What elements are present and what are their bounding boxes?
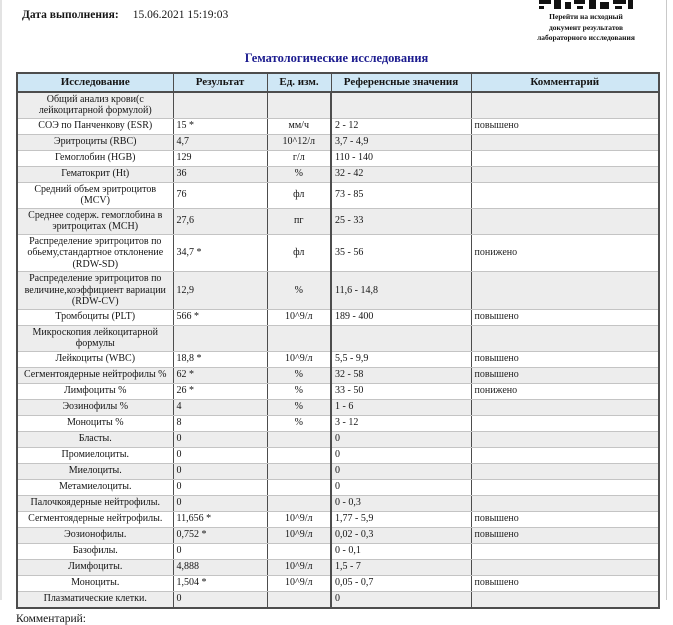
cell-result: 0,752 * (173, 527, 267, 543)
cell-unit: 10^9/л (267, 309, 331, 325)
results-table (16, 72, 660, 609)
cell-ref: 35 - 56 (331, 234, 471, 272)
cell-unit: фл (267, 234, 331, 272)
cell-comment (471, 463, 659, 479)
cell-ref: 189 - 400 (331, 309, 471, 325)
cell-unit (267, 463, 331, 479)
cell-unit (267, 591, 331, 608)
cell-name: Метамиелоциты. (17, 479, 173, 495)
cell-unit (267, 447, 331, 463)
table-row (17, 367, 659, 383)
cell-name: СОЭ по Панченкову (ESR) (17, 118, 173, 134)
cell-name: Эозионофилы. (17, 527, 173, 543)
cell-comment (471, 182, 659, 208)
cell-name: Лимфоциты % (17, 383, 173, 399)
cell-result: 18,8 * (173, 351, 267, 367)
cell-comment (471, 559, 659, 575)
cell-result: 4 (173, 399, 267, 415)
cell-ref: 0 (331, 479, 471, 495)
cell-unit: 10^9/л (267, 511, 331, 527)
cell-unit: 10^9/л (267, 575, 331, 591)
cell-comment (471, 543, 659, 559)
qr-caption-line1: Перейти на исходный (549, 12, 623, 21)
cell-comment (471, 208, 659, 234)
table-row (17, 325, 659, 351)
cell-comment: повышено (471, 527, 659, 543)
page-title: Гематологические исследования (244, 51, 429, 65)
cell-unit: % (267, 399, 331, 415)
table-row (17, 399, 659, 415)
cell-unit: % (267, 415, 331, 431)
cell-comment (471, 495, 659, 511)
cell-comment: повышено (471, 118, 659, 134)
cell-result (173, 92, 267, 119)
cell-ref: 110 - 140 (331, 150, 471, 166)
table-row (17, 479, 659, 495)
qr-link-block[interactable] (507, 0, 665, 44)
cell-unit: % (267, 272, 331, 310)
cell-unit: 10^12/л (267, 134, 331, 150)
table-row (17, 543, 659, 559)
execution-date-value: 15.06.2021 15:19:03 (132, 9, 229, 21)
cell-name: Распределение эритроцитов по величине,коэффициент вариации (RDW-CV) (17, 272, 173, 310)
cell-result: 34,7 * (173, 234, 267, 272)
cell-ref (331, 92, 471, 119)
cell-comment (471, 399, 659, 415)
cell-comment (471, 325, 659, 351)
cell-unit (267, 543, 331, 559)
cell-unit: мм/ч (267, 118, 331, 134)
results-table-body (17, 92, 659, 608)
cell-ref: 32 - 58 (331, 367, 471, 383)
footer-comment-label: Комментарий: (16, 612, 86, 625)
cell-name: Тромбоциты (PLT) (17, 309, 173, 325)
table-row (17, 575, 659, 591)
cell-ref: 1,77 - 5,9 (331, 511, 471, 527)
cell-name: Миелоциты. (17, 463, 173, 479)
cell-result: 62 * (173, 367, 267, 383)
table-row (17, 463, 659, 479)
table-row (17, 527, 659, 543)
cell-result: 129 (173, 150, 267, 166)
qr-caption-line3: лабораторного исследования (537, 33, 635, 42)
cell-comment (471, 166, 659, 182)
cell-result: 76 (173, 182, 267, 208)
page-left-edge (0, 0, 2, 600)
cell-result: 0 (173, 591, 267, 608)
cell-name: Общий анализ крови(с лейкоцитарной формулой) (17, 92, 173, 119)
cell-name: Гематокрит (Ht) (17, 166, 173, 182)
cell-comment (471, 479, 659, 495)
cell-comment (471, 591, 659, 608)
cell-unit: г/л (267, 150, 331, 166)
cell-comment: повышено (471, 575, 659, 591)
cell-result: 4,7 (173, 134, 267, 150)
cell-comment (471, 272, 659, 310)
cell-comment (471, 447, 659, 463)
cell-result: 0 (173, 543, 267, 559)
cell-name: Эозинофилы % (17, 399, 173, 415)
cell-unit: 10^9/л (267, 559, 331, 575)
cell-unit: % (267, 367, 331, 383)
cell-result: 0 (173, 479, 267, 495)
cell-result: 0 (173, 447, 267, 463)
cell-ref: 0,05 - 0,7 (331, 575, 471, 591)
cell-name: Лейкоциты (WBC) (17, 351, 173, 367)
cell-unit: пг (267, 208, 331, 234)
cell-comment: понижено (471, 234, 659, 272)
cell-ref: 33 - 50 (331, 383, 471, 399)
table-row (17, 208, 659, 234)
table-row (17, 182, 659, 208)
cell-unit (267, 325, 331, 351)
cell-unit: 10^9/л (267, 527, 331, 543)
cell-name: Бласты. (17, 431, 173, 447)
cell-name: Распределение эритроцитов по обьему,стандартное отклонение (RDW-SD) (17, 234, 173, 272)
cell-name: Палочкоядерные нейтрофилы. (17, 495, 173, 511)
qr-caption[interactable] (507, 12, 665, 44)
table-row (17, 134, 659, 150)
table-row (17, 92, 659, 119)
cell-ref: 0,02 - 0,3 (331, 527, 471, 543)
table-row (17, 591, 659, 608)
cell-result: 36 (173, 166, 267, 182)
column-header-reference: Референсные значения (331, 73, 471, 92)
cell-ref: 5,5 - 9,9 (331, 351, 471, 367)
cell-ref: 3 - 12 (331, 415, 471, 431)
cell-name: Плазматические клетки. (17, 591, 173, 608)
table-row (17, 559, 659, 575)
execution-date-label: Дата выполнения: (22, 9, 119, 21)
table-row (17, 511, 659, 527)
cell-result: 26 * (173, 383, 267, 399)
document-topbar (0, 0, 673, 45)
cell-result: 0 (173, 463, 267, 479)
cell-name: Гемоглобин (HGB) (17, 150, 173, 166)
page-right-edge (666, 0, 667, 600)
cell-name: Сегментоядерные нейтрофилы % (17, 367, 173, 383)
cell-name: Моноциты. (17, 575, 173, 591)
cell-ref: 1 - 6 (331, 399, 471, 415)
cell-comment: повышено (471, 351, 659, 367)
table-row (17, 272, 659, 310)
cell-comment (471, 431, 659, 447)
cell-ref: 0 (331, 463, 471, 479)
table-row (17, 383, 659, 399)
cell-result: 0 (173, 495, 267, 511)
cell-comment (471, 415, 659, 431)
cell-name: Сегментоядерные нейтрофилы. (17, 511, 173, 527)
cell-result: 1,504 * (173, 575, 267, 591)
column-header-test: Исследование (17, 73, 173, 92)
cell-ref (331, 325, 471, 351)
cell-result: 566 * (173, 309, 267, 325)
cell-ref: 73 - 85 (331, 182, 471, 208)
cell-ref: 0 (331, 431, 471, 447)
table-row (17, 118, 659, 134)
cell-name: Среднее содерж. гемоглобина в эритроцитах (MCH) (17, 208, 173, 234)
cell-unit: фл (267, 182, 331, 208)
table-row (17, 309, 659, 325)
cell-unit: % (267, 166, 331, 182)
cell-comment: повышено (471, 367, 659, 383)
cell-unit (267, 92, 331, 119)
cell-ref: 0 - 0,3 (331, 495, 471, 511)
cell-name: Базофилы. (17, 543, 173, 559)
cell-unit (267, 495, 331, 511)
cell-ref: 1,5 - 7 (331, 559, 471, 575)
table-row (17, 234, 659, 272)
cell-comment: понижено (471, 383, 659, 399)
table-row (17, 166, 659, 182)
cell-ref: 25 - 33 (331, 208, 471, 234)
qr-caption-line2: документ результатов (548, 22, 624, 32)
cell-result: 8 (173, 415, 267, 431)
cell-comment (471, 150, 659, 166)
cell-name: Моноциты % (17, 415, 173, 431)
cell-result (173, 325, 267, 351)
table-row (17, 447, 659, 463)
cell-result: 0 (173, 431, 267, 447)
table-row (17, 415, 659, 431)
table-row (17, 495, 659, 511)
cell-name: Средний объем эритроцитов (MCV) (17, 182, 173, 208)
cell-ref: 0 (331, 447, 471, 463)
cell-ref: 0 (331, 591, 471, 608)
table-row (17, 431, 659, 447)
cell-name: Лимфоциты. (17, 559, 173, 575)
cell-result: 15 * (173, 118, 267, 134)
cell-name: Микроскопия лейкоцитарной формулы (17, 325, 173, 351)
table-row (17, 150, 659, 166)
cell-unit: 10^9/л (267, 351, 331, 367)
column-header-comment: Комментарий (471, 73, 659, 92)
cell-comment: повышено (471, 511, 659, 527)
cell-comment: повышено (471, 309, 659, 325)
cell-name: Эритроциты (RBC) (17, 134, 173, 150)
results-table-header (17, 73, 659, 92)
cell-name: Промиелоциты. (17, 447, 173, 463)
cell-ref: 11,6 - 14,8 (331, 272, 471, 310)
column-header-unit: Ед. изм. (267, 73, 331, 92)
cell-result: 11,656 * (173, 511, 267, 527)
column-header-result: Результат (173, 73, 267, 92)
cell-ref: 32 - 42 (331, 166, 471, 182)
cell-comment (471, 92, 659, 119)
cell-unit (267, 431, 331, 447)
table-row (17, 351, 659, 367)
cell-unit: % (267, 383, 331, 399)
cell-ref: 0 - 0,1 (331, 543, 471, 559)
qr-code-icon (539, 0, 633, 9)
cell-unit (267, 479, 331, 495)
cell-comment (471, 134, 659, 150)
cell-result: 4,888 (173, 559, 267, 575)
cell-ref: 2 - 12 (331, 118, 471, 134)
cell-ref: 3,7 - 4,9 (331, 134, 471, 150)
cell-result: 12,9 (173, 272, 267, 310)
cell-result: 27,6 (173, 208, 267, 234)
